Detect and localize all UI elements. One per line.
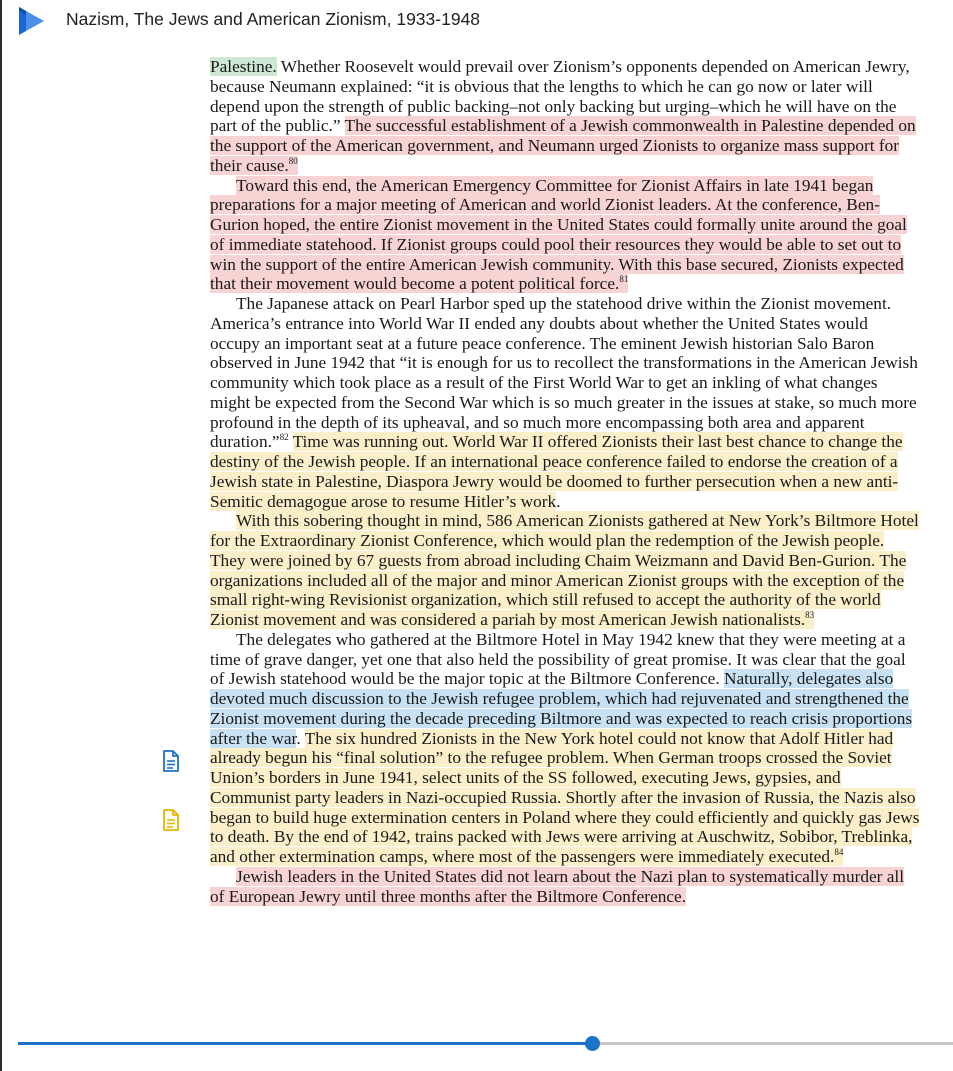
paragraph	[210, 294, 920, 511]
play-books-logo-icon[interactable]	[16, 5, 46, 37]
text-run: The six hundred Zionists in the New York hotel could not know that Adolf Hitler had already begun his “final solution” to the refugee problem. When German troops crossed the Soviet Union’s borders in June 1941, select units of the SS followed, executing Jews, gypsies, and Communist party leaders in Nazi-occupied Russia. Shortly after the invasion of Russia, the Nazis also began to build huge extermination centers in Poland where they could efficiently and quickly gas Jews to death. By the end of 1942, trains packed with Jews were arriving at Auschwitz, Sobibor, Treblinka, and other extermination camps, where most of the passengers were immediately executed.	[210, 728, 920, 866]
text-run: .	[556, 491, 561, 511]
paragraph	[210, 511, 920, 630]
text-run: Whether Roosevelt would prevail over Zionism’s opponents depended on American Jewry, because Neumann explained: “it is obvious that the lengths to which he can go now or later will depend upon the strength of public backing–not only backing but urging–which he will have on the part of the public.”	[210, 57, 910, 136]
book-page[interactable]	[210, 57, 920, 906]
highlight-blue[interactable]: Naturally, delegates also devoted much discussion to the Jewish refugee problem, which had rejuvenated and strengthened the Zionist movement during the decade preceding Biltmore and was expected to reach crisis proportions after the war	[210, 669, 913, 748]
note-icon[interactable]	[162, 750, 180, 772]
progress-fill	[18, 1042, 592, 1045]
reader-header	[0, 0, 953, 44]
highlight-pink[interactable]	[210, 176, 907, 294]
paragraph	[210, 176, 920, 295]
reading-progress-slider[interactable]	[18, 1035, 953, 1053]
footnote-ref[interactable]: 83	[805, 610, 815, 621]
paragraph	[210, 630, 920, 867]
text-run: The successful establishment of a Jewish commonwealth in Palestine depended on the support of the American government, and Neumann urged Zionists to organize mass support for their cause.	[210, 116, 916, 175]
footnote-ref[interactable]: 84	[834, 847, 844, 858]
footnote-ref[interactable]: 82	[279, 432, 289, 443]
highlight-yellow[interactable]	[210, 511, 919, 629]
footnote-ref[interactable]: 80	[288, 155, 298, 166]
text-run: The delegates who gathered at the Biltmore Hotel in May 1942 knew that they were meeting at a time of grave danger, yet one that also held the possibility of great promise. It was clear that the goal of Jewish statehood would be the major topic at the Biltmore Conference.	[210, 629, 906, 689]
text-run: With this sobering thought in mind, 586 American Zionists gathered at New York’s Biltmore Hotel for the Extraordinary Zionist Conference, which would plan the redemption of the Jewish people. They were joined by 67 guests from abroad including Chaim Weizmann and David Ben-Gurion. The organizations included all of the major and minor American Zionist groups with the exception of the small right-wing Revisionist organization, which still refused to accept the authority of the world Zionist movement and was considered a pariah by most American Jewish nationalists.	[210, 511, 919, 629]
highlight-yellow[interactable]	[210, 729, 919, 867]
highlight-pink[interactable]: Jewish leaders in the United States did not learn about the Nazi plan to systematically murder all of European Jewry until three months after the Biltmore Conference.	[210, 866, 905, 906]
text-run: .	[296, 728, 305, 748]
book-title: Nazism, The Jews and American Zionism, 1933-1948	[66, 9, 481, 29]
paragraph	[210, 57, 920, 176]
footnote-ref[interactable]: 81	[619, 274, 629, 285]
paragraph	[210, 867, 920, 907]
highlight-green[interactable]: Palestine.	[210, 57, 277, 76]
note-icon[interactable]	[162, 809, 180, 831]
highlight-yellow[interactable]: Time was running out. World War II offered Zionists their last best chance to change the destiny of the Jewish people. If an international peace conference failed to endorse the creation of a Jewish state in Palestine, Diaspora Jewry would be doomed to further persecution when a new anti-Semitic demagogue arose to resume Hitler’s work	[210, 432, 903, 511]
text-run: The Japanese attack on Pearl Harbor sped up the statehood drive within the Zionist movement. America’s entrance into World War II ended any doubts about whether the United States would occupy an important seat at a future peace conference. The eminent Jewish historian Salo Baron observed in June 1942 that “it is enough for us to recollect the transformations in the American Jewish community which took place as a result of the First World War to get an inkling of what changes might be expected from the Second War which is so much greater in the issues at stake, so much more profound in the depth of its upheaval, and so much more encompassing both area and apparent duration.”	[210, 294, 918, 452]
window-left-border	[0, 0, 2, 1071]
progress-thumb[interactable]	[585, 1036, 600, 1051]
text-run: Toward this end, the American Emergency Committee for Zionist Affairs in late 1941 began preparations for a major meeting of American and world Zionist leaders. At the conference, Ben-Gurion hoped, the entire Zionist movement in the United States could formally unite around the goal of immediate statehood. If Zionist groups could pool their resources they would be able to set out to win the support of the entire American Jewish community. With this base secured, Zionists expected that their movement would become a potent political force.	[210, 175, 907, 294]
